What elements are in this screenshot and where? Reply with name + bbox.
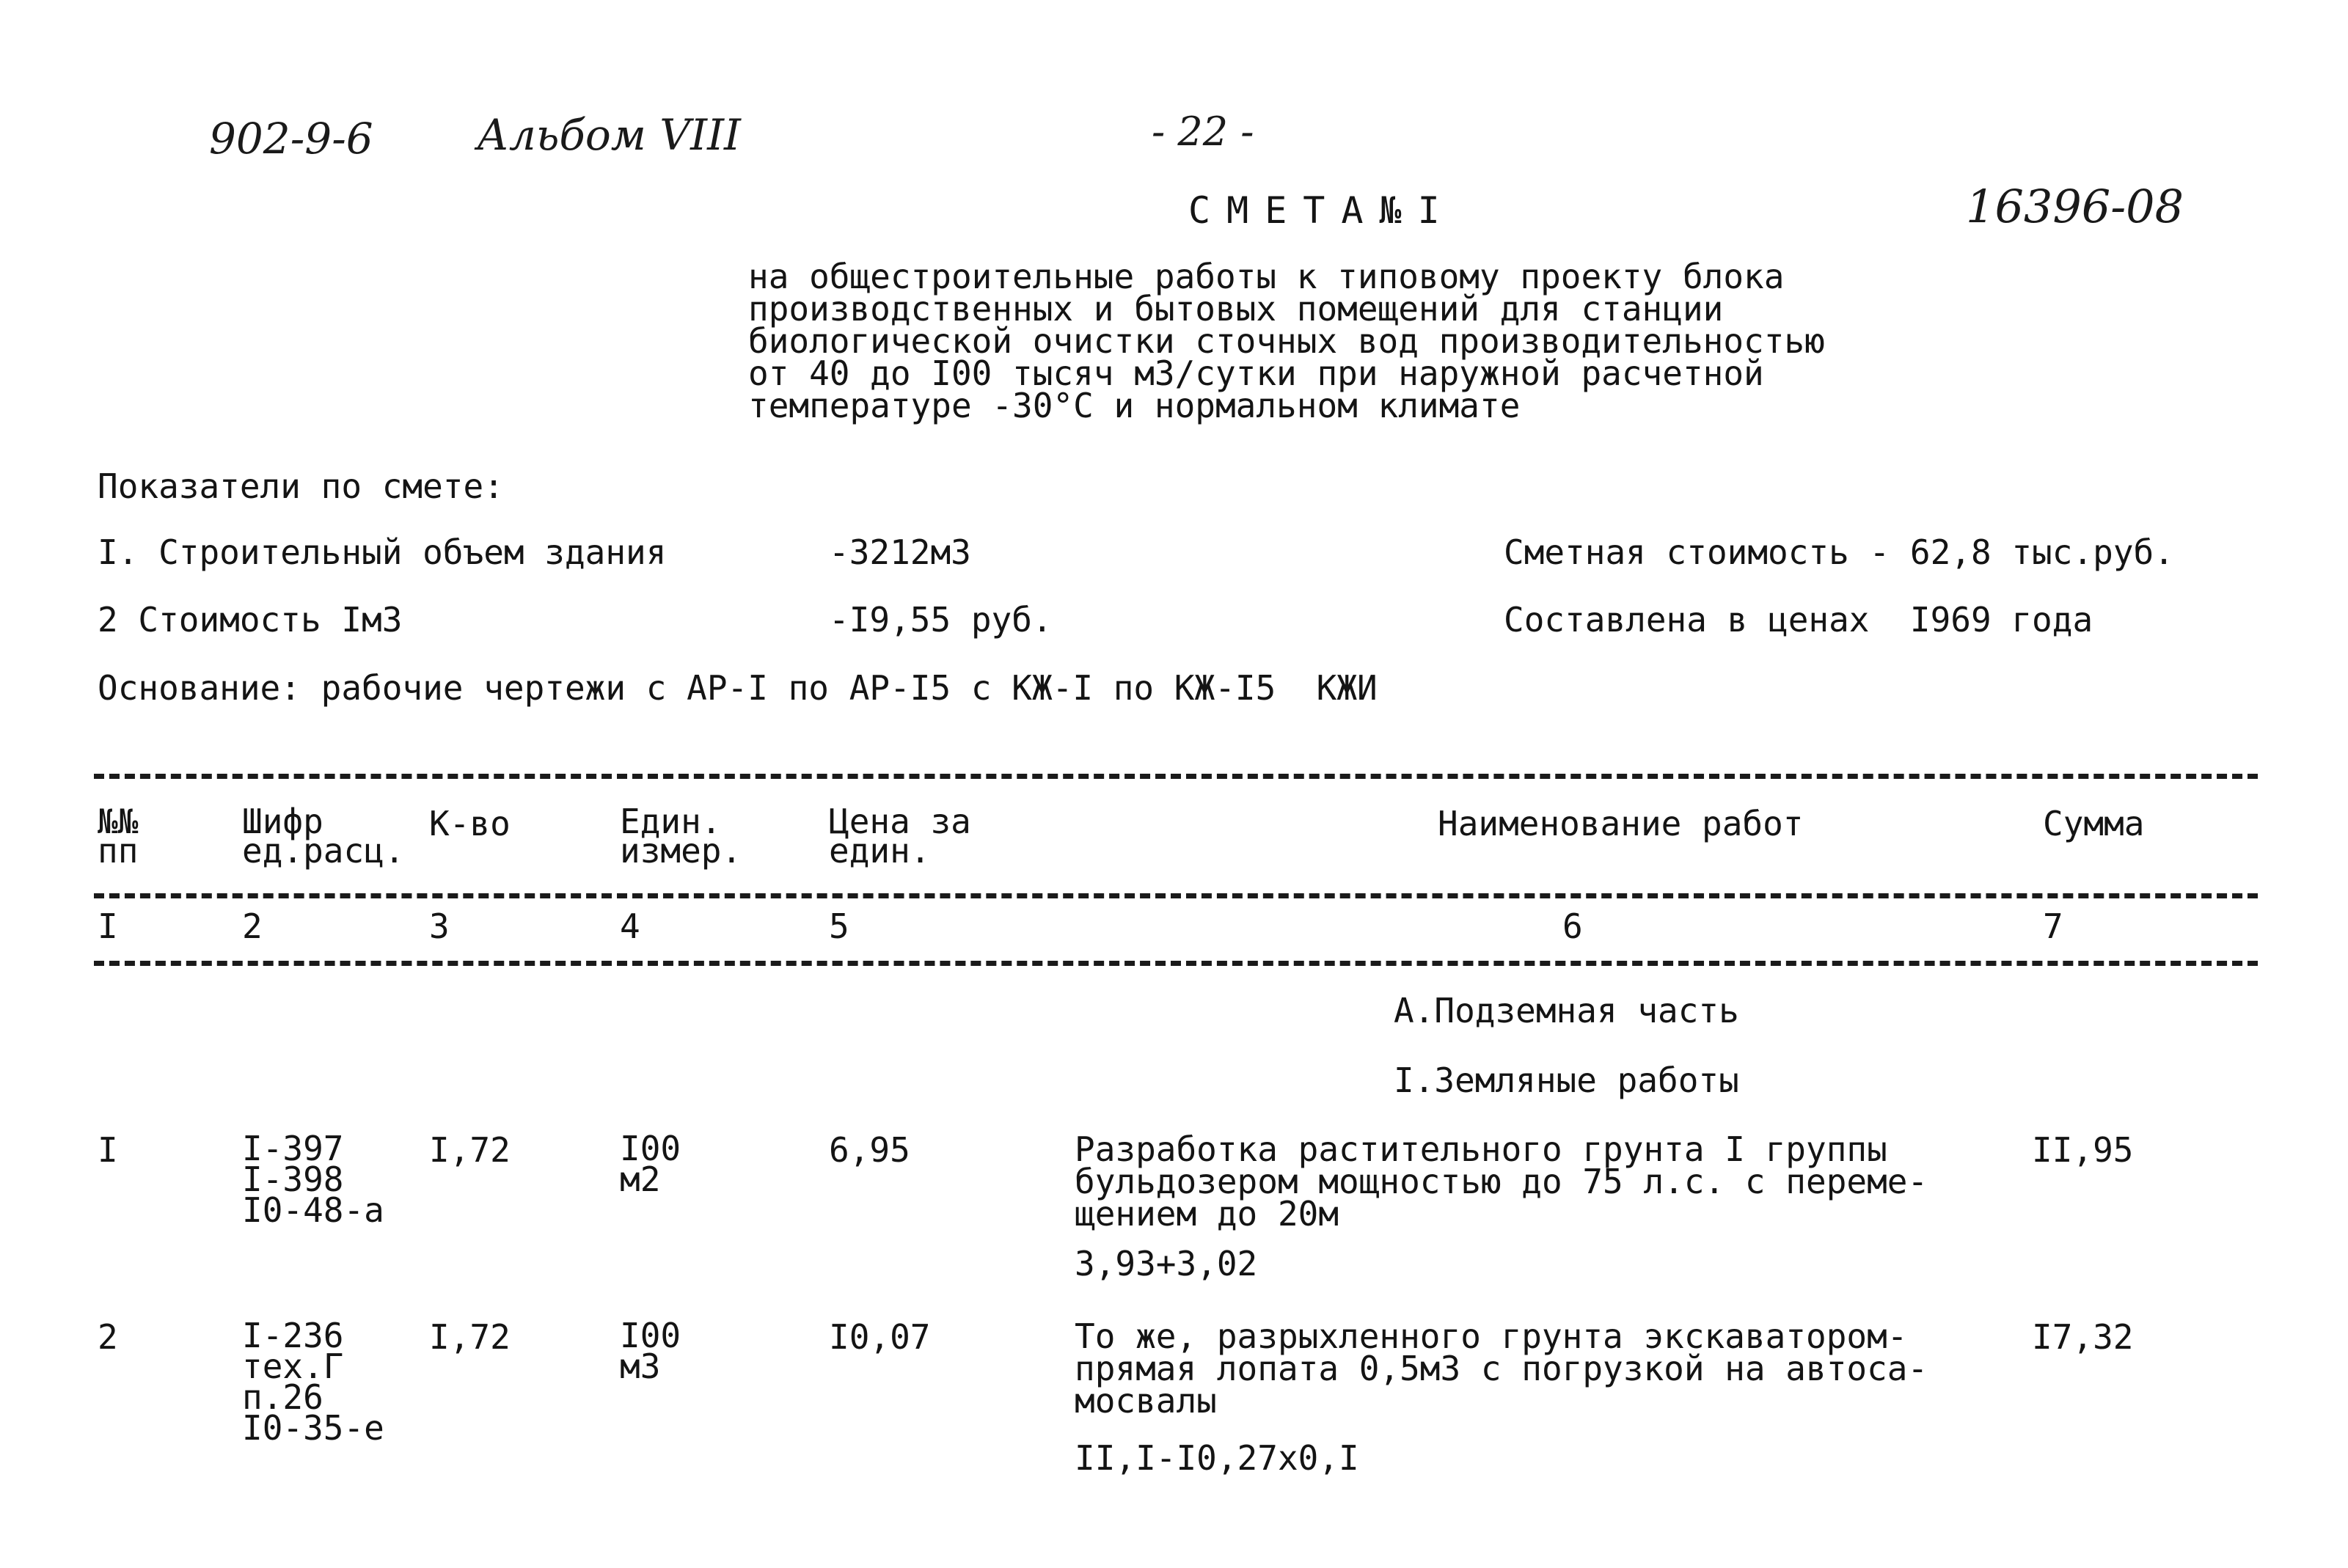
header-name: Наименование работ — [1438, 804, 1804, 843]
document-number: 16396-08 — [1966, 180, 2184, 233]
table-rule-colnums — [94, 961, 2258, 966]
col-number-1: I — [98, 906, 118, 946]
subtitle-line: на общестроительные работы к типовому проекту блока — [748, 257, 1785, 296]
cost-per-m3-value: -I9,55 руб. — [829, 600, 1053, 640]
row-code: I-236 тех.Г п.26 I0-35-е — [242, 1316, 384, 1448]
row-qty: I,72 — [429, 1130, 511, 1170]
album-code: 902-9-6 — [209, 114, 373, 164]
subtitle-line: производственных и бытовых помещений для станции — [748, 289, 1724, 329]
row-sum: I7,32 — [2032, 1317, 2134, 1357]
estimate-subtitle — [748, 257, 1825, 425]
row-price: 6,95 — [829, 1130, 910, 1170]
price-year: Составлена в ценах I969 года — [1504, 600, 2093, 640]
header-unit: Един. измер. — [620, 802, 742, 871]
header-code: Шифр ед.расц. — [242, 802, 405, 871]
estimated-cost: Сметная стоимость - 62,8 тыс.руб. — [1504, 532, 2174, 572]
row-unit: I00 м2 — [620, 1129, 681, 1199]
col-number-5: 5 — [829, 906, 849, 946]
row-calc: 3,93+3,02 — [1075, 1244, 1258, 1283]
building-volume-value: -3212м3 — [829, 532, 971, 572]
section-heading: А.Подземная часть — [1394, 991, 1739, 1030]
page-number: - 22 - — [1152, 109, 1254, 155]
row-sum: II,95 — [2032, 1130, 2134, 1170]
building-volume-label: I. Строительный объем здания — [98, 532, 667, 572]
subtitle-line: температуре -30°С и нормальном климате — [748, 386, 1521, 425]
col-number-6: 6 — [1562, 906, 1583, 946]
header-qty: К-во — [429, 804, 511, 843]
col-number-4: 4 — [620, 906, 640, 946]
album-label: Альбом VIII — [477, 110, 741, 160]
col-number-2: 2 — [242, 906, 263, 946]
subsection-heading: I.Земляные работы — [1394, 1060, 1739, 1100]
indicators-heading: Показатели по смете: — [98, 466, 504, 506]
row-num: 2 — [98, 1317, 118, 1357]
header-sum: Сумма — [2043, 804, 2145, 843]
row-num: I — [98, 1130, 118, 1170]
estimate-title: СМЕТА№I — [1188, 189, 1456, 232]
row-unit: I00 м3 — [620, 1316, 681, 1386]
col-number-3: 3 — [429, 906, 450, 946]
header-price: Цена за един. — [829, 802, 971, 871]
row-calc: II,I-I0,27х0,I — [1075, 1438, 1359, 1478]
col-number-7: 7 — [2043, 906, 2063, 946]
basis-text: Основание: рабочие чертежи с АР-I по АР-I5 с КЖ-I по КЖ-I5 КЖИ — [98, 668, 1378, 708]
table-rule-top — [94, 774, 2258, 779]
row-qty: I,72 — [429, 1317, 511, 1357]
subtitle-line: от 40 до I00 тысяч м3/сутки при наружной расчетной — [748, 353, 1764, 393]
cost-per-m3-label: 2 Стоимость Iм3 — [98, 600, 403, 640]
row-code: I-397 I-398 I0-48-а — [242, 1129, 384, 1230]
subtitle-line: биологической очистки сточных вод производительностью — [748, 321, 1825, 361]
header-num: №№ пп — [98, 802, 139, 871]
row-name: Разработка растительного грунта I группы бульдозером мощностью до 75 л.с. с переме- щением до 20м — [1075, 1129, 1928, 1234]
row-price: I0,07 — [829, 1317, 931, 1357]
row-name: То же, разрыхленного грунта экскаватором- прямая лопата 0,5м3 с погрузкой на автоса- мосвалы — [1075, 1316, 1928, 1421]
table-rule-header — [94, 893, 2258, 898]
